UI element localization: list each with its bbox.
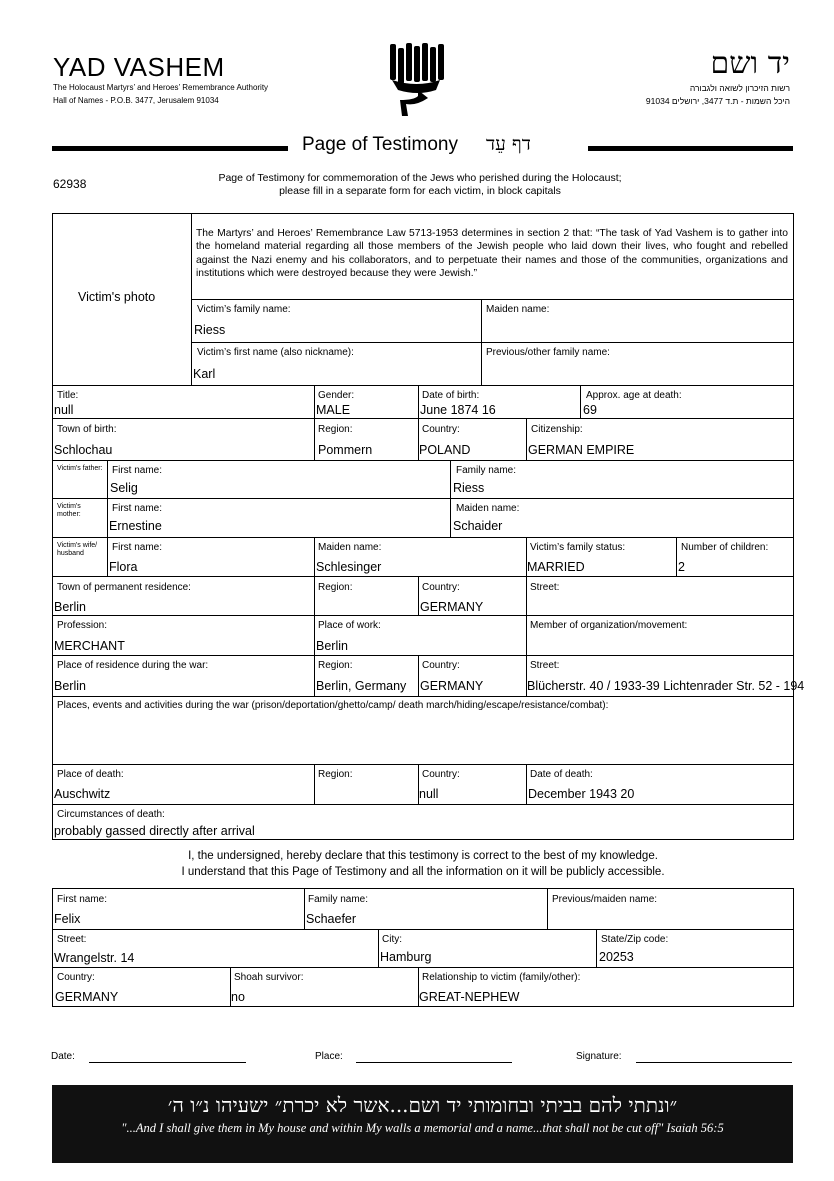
circumstances-label: Circumstances of death: bbox=[57, 809, 165, 820]
gender-label: Gender: bbox=[318, 390, 355, 401]
submitter-country: GERMANY bbox=[55, 990, 119, 1004]
victim-photo-label: Victim's photo bbox=[78, 290, 156, 304]
residence-street-label: Street: bbox=[530, 582, 560, 593]
birth-region: Pommern bbox=[318, 443, 373, 457]
declaration-line-1: I, the undersigned, hereby declare that this testimony is correct to the best of my knowledge. bbox=[188, 850, 658, 862]
residence-country: GERMANY bbox=[420, 600, 484, 614]
title-bar-right bbox=[588, 146, 793, 151]
victim-gender: MALE bbox=[316, 403, 351, 417]
place-of-work: Berlin bbox=[316, 639, 348, 653]
submitter-street: Wrangelstr. 14 bbox=[54, 951, 135, 965]
title-label: Title: bbox=[57, 390, 79, 401]
profession-label: Profession: bbox=[57, 620, 108, 631]
father-side-label: Victim's father: bbox=[57, 465, 103, 472]
war-country: GERMANY bbox=[420, 679, 484, 693]
hebrew-subtitle: רשות הזיכרון לשואה ולגבורה bbox=[689, 83, 790, 93]
signature-label: Signature: bbox=[576, 1051, 622, 1062]
mother-maiden-name: Schaider bbox=[453, 519, 503, 533]
banner-english-quote: "...And I shall give them in My house and within My walls a memorial and a name...that shall not be cut off" Isaiah 56:5 bbox=[121, 1121, 724, 1135]
maiden-name-label: Maiden name: bbox=[486, 304, 550, 315]
testimony-number: 62938 bbox=[53, 177, 87, 191]
victim-age: 69 bbox=[583, 403, 597, 417]
relationship: GREAT-NEPHEW bbox=[419, 990, 520, 1004]
intro-line-1: Page of Testimony for commemoration of the Jews who perished during the Holocaust; bbox=[218, 172, 622, 184]
birth-country-label: Country: bbox=[422, 424, 460, 435]
father-first-label: First name: bbox=[112, 465, 163, 476]
death-date-label: Date of death: bbox=[530, 769, 593, 780]
first-name-label: Victim’s first name (also nickname): bbox=[197, 347, 354, 358]
profession: MERCHANT bbox=[54, 639, 125, 653]
submitter-zip-label: State/Zip code: bbox=[601, 934, 669, 945]
residence-region-label: Region: bbox=[318, 582, 353, 593]
age-label: Approx. age at death: bbox=[586, 390, 682, 401]
intro-text bbox=[180, 172, 660, 198]
page-title: Page of Testimony bbox=[302, 134, 458, 155]
father-first-name: Selig bbox=[110, 481, 138, 495]
father-family-label: Family name: bbox=[456, 465, 517, 476]
survivor-label: Shoah survivor: bbox=[234, 972, 304, 983]
war-street: Blücherstr. 40 / 1933-39 Lichtenrader Str. 52 - 194 bbox=[527, 679, 805, 693]
mother-first-name: Ernestine bbox=[109, 519, 162, 533]
victim-dob: June 1874 16 bbox=[420, 403, 496, 417]
submitter-family-name: Schaefer bbox=[306, 912, 357, 926]
authority-subtitle: The Holocaust Martyrs’ and Heroes’ Remembrance Authority bbox=[53, 83, 269, 92]
dob-label: Date of birth: bbox=[422, 390, 480, 401]
mother-first-label: First name: bbox=[112, 503, 163, 514]
family-name-label: Victim’s family name: bbox=[197, 304, 291, 315]
town-of-birth-label: Town of birth: bbox=[57, 424, 117, 435]
war-residence: Berlin bbox=[54, 679, 86, 693]
mother-side-label: Victim's mother: bbox=[57, 503, 81, 518]
victim-title: null bbox=[54, 403, 74, 417]
law-text: The Martyrs’ and Heroes’ Remembrance Law 5713-1953 determines in section 2 that: “The task of Yad Vashem is to gather into the homeland material regarding all those members of the Jewish people who laid down their lives, who fought and rebelled against the Nazi enemy and his collaborators, and to perpetuate their names and those of the communities, organizations and institutions which were destroyed because they were Jewish.” bbox=[196, 228, 788, 280]
isaiah-banner bbox=[52, 1085, 793, 1163]
yad-vashem-hebrew-title: יד ושם bbox=[710, 46, 790, 81]
father-family-name: Riess bbox=[453, 481, 485, 495]
war-street-label: Street: bbox=[530, 660, 560, 671]
submitter-prev-label: Previous/maiden name: bbox=[552, 894, 658, 905]
children-label: Number of children: bbox=[681, 542, 769, 553]
membership-label: Member of organization/movement: bbox=[530, 620, 688, 631]
submitter-street-label: Street: bbox=[57, 934, 87, 945]
death-country-label: Country: bbox=[422, 769, 460, 780]
events-label: Places, events and activities during the war (prison/deportation/ghetto/camp/ death march/hiding/escape/resistance/combat): bbox=[57, 700, 609, 711]
victim-first-name: Karl bbox=[193, 367, 216, 381]
hebrew-address: היכל השמות - ת.ד 3477, ירושלים 91034 bbox=[645, 96, 790, 106]
yad-vashem-title: YAD VASHEM bbox=[53, 52, 225, 82]
banner-hebrew-quote: ״ונתתי להם בביתי ובחומותי יד ושם...אשר לא יכרת״ ישעיהו נ״ו ה׳ bbox=[167, 1093, 678, 1117]
spouse-side-label: Victim's wife/ husband bbox=[57, 542, 98, 557]
citizenship-label: Citizenship: bbox=[531, 424, 583, 435]
death-region-label: Region: bbox=[318, 769, 353, 780]
residence-country-label: Country: bbox=[422, 582, 460, 593]
war-region: Berlin, Germany bbox=[316, 679, 407, 693]
place-line[interactable] bbox=[356, 1062, 512, 1063]
submitter-zip: 20253 bbox=[599, 950, 634, 964]
victim-form bbox=[52, 213, 794, 840]
address-subtitle: Hall of Names - P.O.B. 3477, Jerusalem 91034 bbox=[53, 96, 219, 105]
family-status-label: Victim’s family status: bbox=[530, 542, 626, 553]
mother-maiden-label: Maiden name: bbox=[456, 503, 520, 514]
death-place: Auschwitz bbox=[54, 787, 111, 801]
submitter-first-label: First name: bbox=[57, 894, 108, 905]
victim-family-name: Riess bbox=[194, 323, 226, 337]
spouse-first-label: First name: bbox=[112, 542, 163, 553]
declaration bbox=[54, 848, 792, 880]
circumstances: probably gassed directly after arrival bbox=[54, 824, 255, 838]
submitter-country-label: Country: bbox=[57, 972, 95, 983]
town-of-birth: Schlochau bbox=[54, 443, 113, 457]
signature-line[interactable] bbox=[636, 1062, 792, 1063]
place-label: Place: bbox=[315, 1051, 343, 1062]
war-residence-label: Place of residence during the war: bbox=[57, 660, 209, 671]
spouse-maiden-name: Schlesinger bbox=[316, 560, 382, 574]
relationship-label: Relationship to victim (family/other): bbox=[422, 972, 581, 983]
death-country: null bbox=[419, 787, 439, 801]
place-of-work-label: Place of work: bbox=[318, 620, 381, 631]
war-country-label: Country: bbox=[422, 660, 460, 671]
submitter-first-name: Felix bbox=[54, 912, 81, 926]
yad-vashem-logo-icon bbox=[388, 42, 446, 118]
residence-town: Berlin bbox=[54, 600, 86, 614]
page-title-hebrew: דף עֵד bbox=[486, 133, 531, 155]
birth-country: POLAND bbox=[419, 443, 471, 457]
number-of-children: 2 bbox=[678, 560, 685, 574]
citizenship: GERMAN EMPIRE bbox=[528, 443, 635, 457]
submitter-family-label: Family name: bbox=[308, 894, 369, 905]
spouse-first-name: Flora bbox=[109, 560, 138, 574]
submitter-city-label: City: bbox=[382, 934, 402, 945]
date-label: Date: bbox=[51, 1051, 75, 1062]
death-place-label: Place of death: bbox=[57, 769, 124, 780]
war-region-label: Region: bbox=[318, 660, 353, 671]
submitter-city: Hamburg bbox=[380, 950, 432, 964]
title-bar-left bbox=[52, 146, 288, 151]
shoah-survivor: no bbox=[231, 990, 245, 1004]
spouse-maiden-label: Maiden name: bbox=[318, 542, 382, 553]
prev-family-label: Previous/other family name: bbox=[486, 347, 610, 358]
date-line[interactable] bbox=[89, 1062, 246, 1063]
residence-town-label: Town of permanent residence: bbox=[57, 582, 191, 593]
declaration-line-2: I understand that this Page of Testimony and all the information on it will be publicly accessible. bbox=[181, 866, 665, 878]
birth-region-label: Region: bbox=[318, 424, 353, 435]
intro-line-2: please fill in a separate form for each victim, in block capitals bbox=[279, 185, 561, 197]
death-date: December 1943 20 bbox=[528, 787, 635, 801]
family-status: MARRIED bbox=[527, 560, 585, 574]
